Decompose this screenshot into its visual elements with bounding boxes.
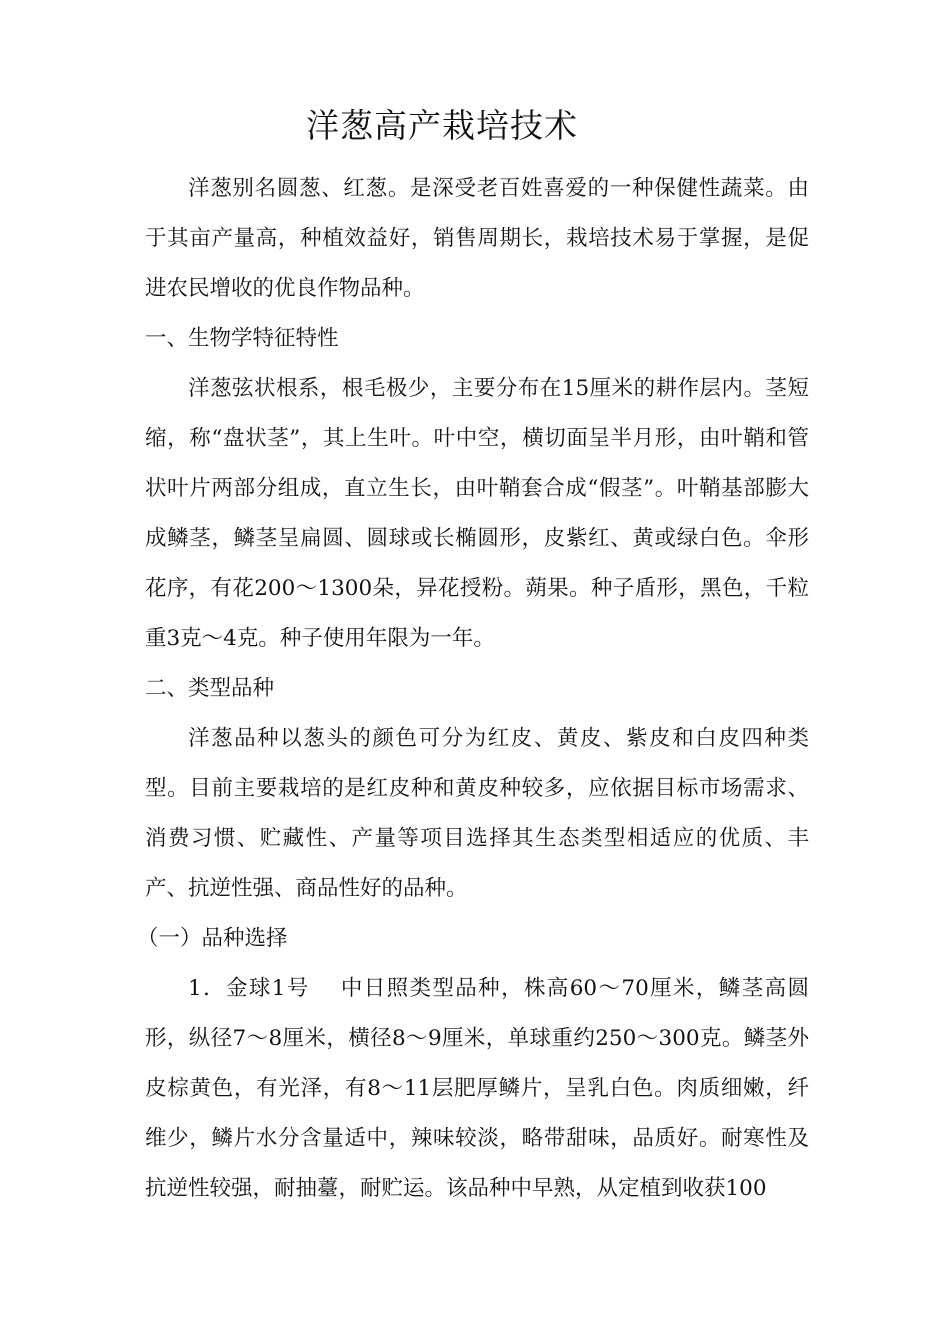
types-paragraph: 洋葱品种以葱头的颜色可分为红皮、黄皮、紫皮和白皮四种类型。目前主要栽培的是红皮种和黄皮种较多，应依据目标市场需求、消费习惯、贮藏性、产量等项目选择其生态类型相适应的优质、丰产、抗逆性强、商品性好的品种。 xyxy=(145,726,809,901)
section-heading-types: 二、类型品种 xyxy=(145,676,275,701)
document-title: 洋葱高产栽培技术 xyxy=(306,106,578,145)
document-body xyxy=(137,164,809,1214)
subsection-heading-variety-selection: （一）品种选择 xyxy=(137,926,288,951)
section-heading-biology: 一、生物学特征特性 xyxy=(145,326,339,351)
variety-item-paragraph: 1．金球1号 中日照类型品种，株高60～70厘米，鳞茎高圆形，纵径7～8厘米，横径8～9厘米，单球重约250～300克。鳞茎外皮棕黄色，有光泽，有8～11层肥厚鳞片，呈乳白色。肉质细嫩，纤维少，鳞片水分含量适中，辣味较淡，略带甜味，品质好。耐寒性及抗逆性较强，耐抽薹，耐贮运。该品种中早熟，从定植到收获100 xyxy=(145,976,809,1201)
intro-paragraph: 洋葱别名圆葱、红葱。是深受老百姓喜爱的一种保健性蔬菜。由于其亩产量高，种植效益好，销售周期长，栽培技术易于掌握，是促进农民增收的优良作物品种。 xyxy=(145,176,809,301)
biology-paragraph: 洋葱弦状根系，根毛极少，主要分布在15厘米的耕作层内。茎短缩，称“盘状茎”，其上生叶。叶中空，横切面呈半月形，由叶鞘和管状叶片两部分组成，直立生长，由叶鞘套合成“假茎”。叶鞘基部膨大成鳞茎，鳞茎呈扁圆、圆球或长椭圆形，皮紫红、黄或绿白色。伞形花序，有花200～1300朵，异花授粉。蒴果。种子盾形，黑色，千粒重3克～4克。种子使用年限为一年。 xyxy=(145,376,809,651)
